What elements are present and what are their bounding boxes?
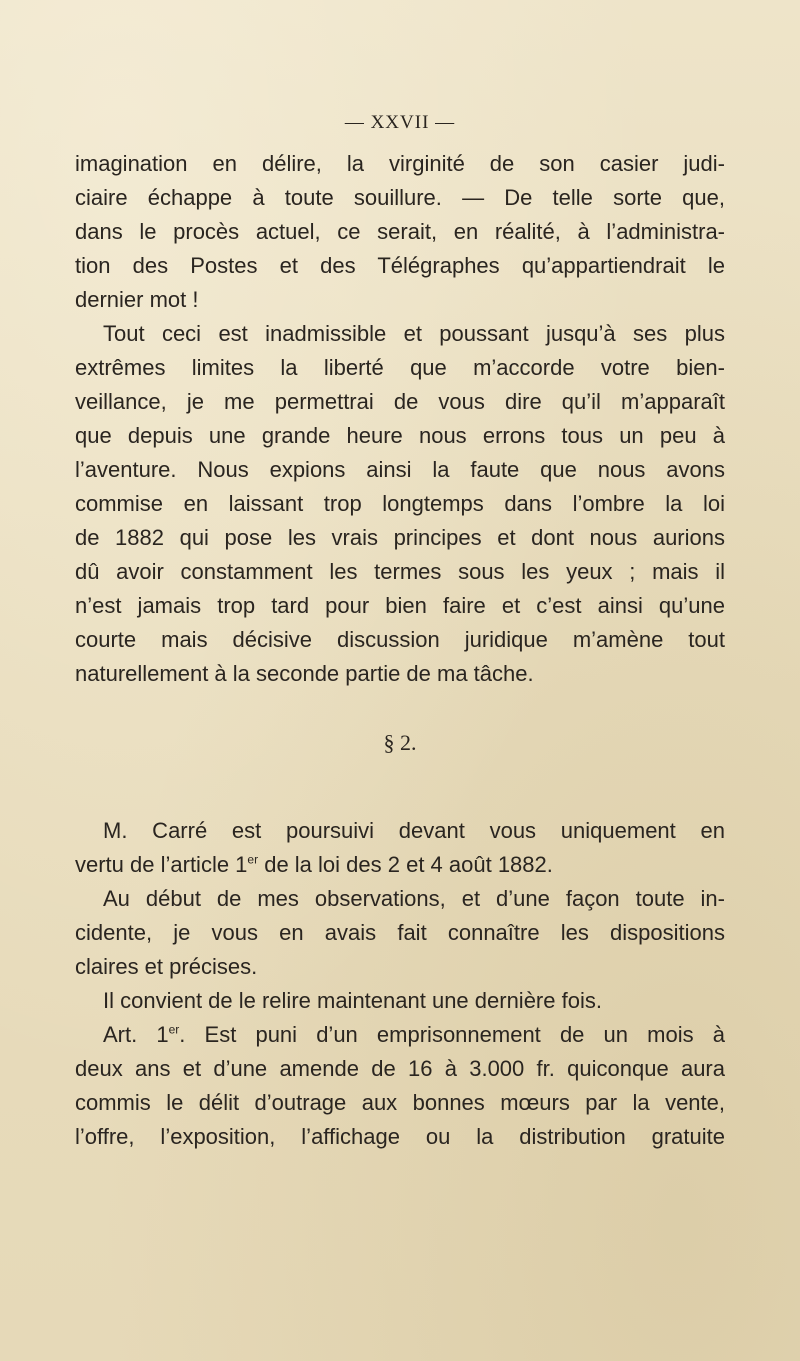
text-fragment: de la loi des 2 et 4 août 1882. bbox=[258, 852, 553, 877]
text-line: dû avoir constamment les termes sous les yeux ; mais il bbox=[75, 559, 725, 584]
text-line bbox=[75, 848, 725, 882]
superscript: er bbox=[168, 1022, 180, 1037]
text-line: n’est jamais trop tard pour bien faire et c’est ainsi qu’une bbox=[75, 593, 725, 618]
text-line: que depuis une grande heure nous errons tous un peu à bbox=[75, 423, 725, 448]
text-line: Au début de mes observations, et d’une façon toute in- bbox=[103, 886, 725, 911]
text-line bbox=[75, 1018, 725, 1052]
text-line: de 1882 qui pose les vrais principes et dont nous aurions bbox=[75, 525, 725, 550]
text-line: courte mais décisive discussion juridique m’amène tout bbox=[75, 627, 725, 652]
text-fragment: Art. 1 bbox=[103, 1022, 169, 1047]
text-line: claires et précises. bbox=[75, 954, 258, 979]
text-line: Il convient de le relire maintenant une dernière fois. bbox=[103, 988, 602, 1013]
text-line: M. Carré est poursuivi devant vous uniquement en bbox=[103, 818, 725, 843]
text-line: dans le procès actuel, ce serait, en réalité, à l’administra- bbox=[75, 219, 725, 244]
paragraph-block-2 bbox=[75, 814, 725, 1154]
text-line: naturellement à la seconde partie de ma tâche. bbox=[75, 661, 534, 686]
text-line: l’aventure. Nous expions ainsi la faute que nous avons bbox=[75, 457, 725, 482]
text-line: cidente, je vous en avais fait connaître les dispositions bbox=[75, 920, 725, 945]
text-line: Tout ceci est inadmissible et poussant jusqu’à ses plus bbox=[103, 321, 725, 346]
text-line: imagination en délire, la virginité de son casier judi- bbox=[75, 151, 725, 176]
text-line: deux ans et d’une amende de 16 à 3.000 fr. quiconque aura bbox=[75, 1056, 725, 1081]
text-line: dernier mot ! bbox=[75, 287, 199, 312]
text-line: commise en laissant trop longtemps dans l’ombre la loi bbox=[75, 491, 725, 516]
text-line: commis le délit d’outrage aux bonnes mœurs par la vente, bbox=[75, 1090, 725, 1115]
superscript: er bbox=[247, 852, 259, 867]
paragraph-block-1 bbox=[75, 147, 725, 691]
text-line: ciaire échappe à toute souillure. — De telle sorte que, bbox=[75, 185, 725, 210]
text-line: extrêmes limites la liberté que m’accorde votre bien- bbox=[75, 355, 725, 380]
running-head: — XXVII — bbox=[344, 112, 456, 133]
text-fragment: vertu de l’article 1 bbox=[75, 852, 248, 877]
section-heading: § 2. bbox=[383, 730, 417, 755]
text-line: l’offre, l’exposition, l’affichage ou la distribution gratuite bbox=[75, 1124, 725, 1149]
text-fragment: . Est puni d’un emprisonnement de un mois à bbox=[179, 1022, 725, 1047]
text-line: veillance, je me permettrai de vous dire qu’il m’apparaît bbox=[75, 389, 725, 414]
text-line: tion des Postes et des Télégraphes qu’appartiendrait le bbox=[75, 253, 725, 278]
